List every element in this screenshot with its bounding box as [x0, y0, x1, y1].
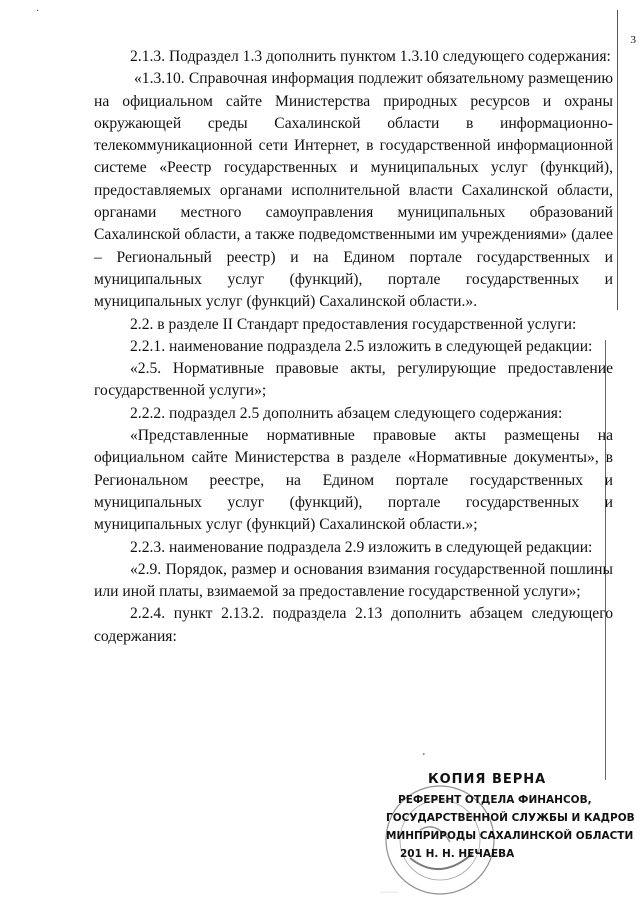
- paragraph: «1.3.10. Справочная информация подлежит обязательному размещению на официальном сайте Министерства природных ресурсов и охраны окружающей среды Сахалинской области в информационно-телекоммуникационной сети Интернет, в государственной информационной системе «Реестр государственных и муниципальных услуг (функций), предоставляемых органами исполнительной власти Сахалинской области, органами местного самоуправления муниципальных образований Сахалинской области, а также подведомственными им учреждениями» (далее – Региональный реестр) и на Едином портале государственных и муниципальных услуг (функций), портале государственных и муниципальных услуг (функций) Сахалинской области.».: [94, 70, 613, 311]
- paragraph: 2.2.4. пункт 2.13.2. подраздела 2.13 дополнить абзацем следующего содержания:: [94, 605, 613, 645]
- page-number: 3: [630, 34, 636, 46]
- pen-mark: ': [423, 752, 425, 763]
- footer-text: ·········: [380, 890, 398, 896]
- paragraph: «2.9. Порядок, размер и основания взимания государственной пошлины или иной платы, взимаемой за предоставление государственной услуги»;: [94, 560, 613, 601]
- paragraph: «2.5. Нормативные правовые акты, регулирующие предоставление государственной услуги»;: [94, 360, 613, 400]
- stamp-signature-line: 201 Н. Н. НЕЧАЕВА: [400, 848, 515, 860]
- stamp-line: РЕФЕРЕНТ ОТДЕЛА ФИНАНСОВ,: [398, 794, 592, 806]
- paragraph: 2.1.3. Подраздел 1.3 дополнить пунктом 1.3.10 следующего содержания:: [130, 48, 611, 65]
- scan-edge-line: [617, 10, 618, 310]
- paragraph: 2.2.1. наименование подраздела 2.5 изложить в следующей редакции:: [130, 337, 593, 355]
- document-body: [94, 46, 613, 648]
- corner-mark: ·: [36, 6, 40, 17]
- paragraph: «Представленные нормативные правовые акты размещены на официальном сайте Министерства в разделе «Нормативные документы», в Региональном реестре, на Едином портале государственных и муниципальных услуг (функций), портале государственных и муниципальных услуг (функций) Сахалинской области.»;: [94, 427, 613, 534]
- certification-stamp: [372, 772, 635, 890]
- stamp-line: МИНПРИРОДЫ САХАЛИНСКОЙ ОБЛАСТИ: [386, 830, 634, 842]
- stamp-line: ГОСУДАРСТВЕННОЙ СЛУЖБЫ И КАДРОВ: [386, 812, 635, 824]
- stamp-title: КОПИЯ ВЕРНА: [428, 772, 547, 787]
- paragraph: 2.2. в разделе II Стандарт предоставления государственной услуги:: [130, 315, 577, 333]
- paragraph: 2.2.2. подраздел 2.5 дополнить абзацем следующего содержания:: [130, 404, 563, 422]
- paragraph: 2.2.3. наименование подраздела 2.9 изложить в следующей редакции:: [130, 538, 593, 556]
